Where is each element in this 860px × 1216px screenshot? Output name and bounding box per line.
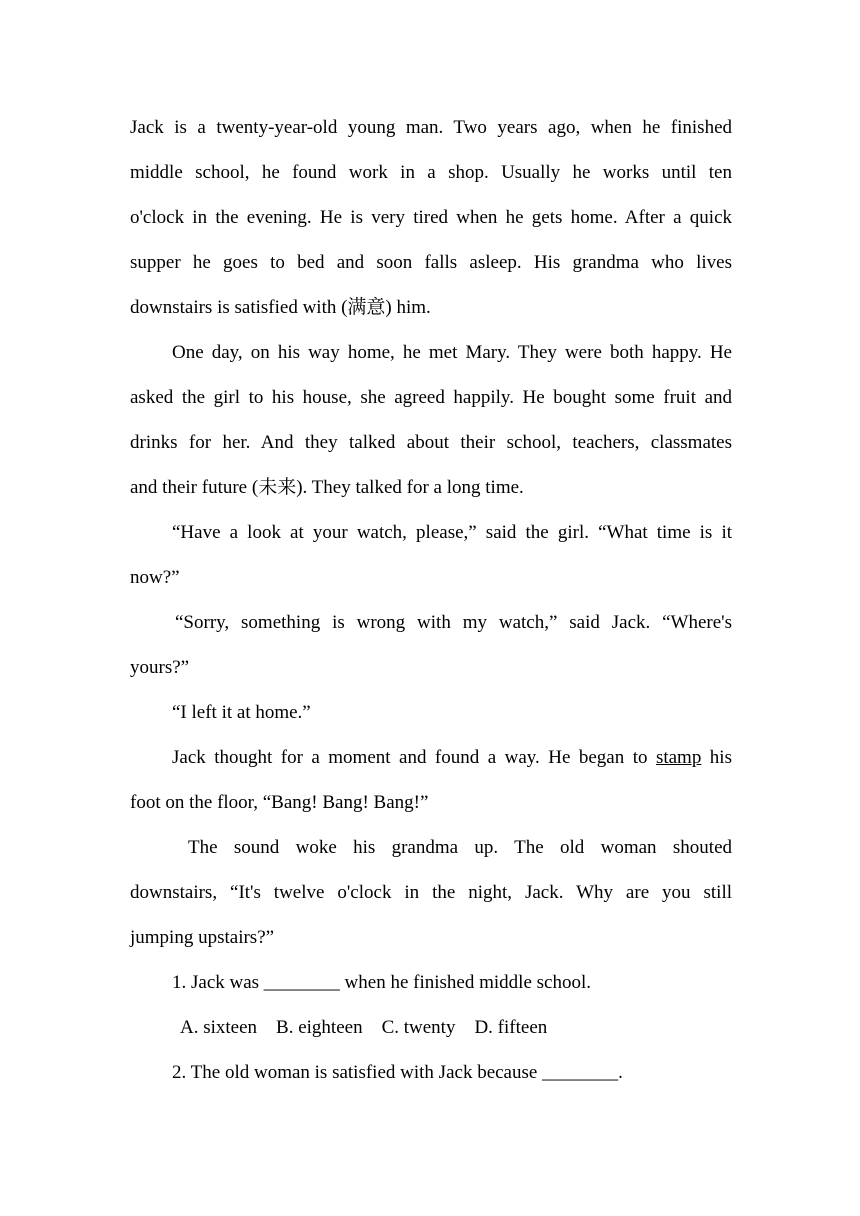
paragraph-1 — [130, 105, 732, 330]
text-line: “Sorry, something is wrong with my watch,” said Jack. “Where's — [175, 612, 732, 633]
paragraph-5 — [130, 690, 732, 735]
text-line: “Have a look at your watch, please,” said the girl. “What time is it — [172, 522, 732, 543]
paragraph-2 — [130, 330, 732, 510]
question-stem: 2. The old woman is satisfied with Jack because ________. — [172, 1062, 623, 1083]
text-line: drinks for her. And they talked about their school, teachers, classmates — [130, 432, 732, 453]
paragraph-4 — [130, 600, 732, 690]
question-options: A. sixteen B. eighteen C. twenty D. fifteen — [180, 1017, 548, 1038]
underlined-word: stamp — [655, 747, 702, 768]
question-stem: 1. Jack was ________ when he finished middle school. — [172, 972, 591, 993]
text-line — [130, 735, 732, 780]
text-line: Jack is a twenty-year-old young man. Two years ago, when he finished — [130, 117, 732, 138]
text-line: asked the girl to his house, she agreed happily. He bought some fruit and — [130, 387, 732, 408]
text-line: yours?” — [130, 657, 190, 678]
question-2 — [130, 1050, 732, 1095]
text-line: downstairs is satisfied with (满意) him. — [130, 297, 431, 318]
text-line: One day, on his way home, he met Mary. They were both happy. He — [172, 342, 732, 363]
text-line: and their future (未来). They talked for a long time. — [130, 477, 524, 498]
text-line: now?” — [130, 567, 180, 588]
text-line: o'clock in the evening. He is very tired when he gets home. After a quick — [130, 207, 732, 228]
paragraph-7 — [130, 825, 732, 960]
text-line: foot on the floor, “Bang! Bang! Bang!” — [130, 792, 429, 813]
text-segment: Jack thought for a moment and found a way. He began to — [172, 747, 656, 768]
text-line: middle school, he found work in a shop. Usually he works until ten — [130, 162, 732, 183]
text-line: “I left it at home.” — [172, 702, 311, 723]
text-segment: his — [701, 747, 732, 768]
reading-passage — [130, 105, 732, 1095]
text-line: jumping upstairs?” — [130, 927, 275, 948]
paragraph-6 — [130, 735, 732, 825]
text-line: downstairs, “It's twelve o'clock in the night, Jack. Why are you still — [130, 882, 732, 903]
question-1 — [130, 960, 732, 1050]
paragraph-3 — [130, 510, 732, 600]
text-line: supper he goes to bed and soon falls asleep. His grandma who lives — [130, 252, 732, 273]
text-line: The sound woke his grandma up. The old woman shouted — [188, 837, 732, 858]
